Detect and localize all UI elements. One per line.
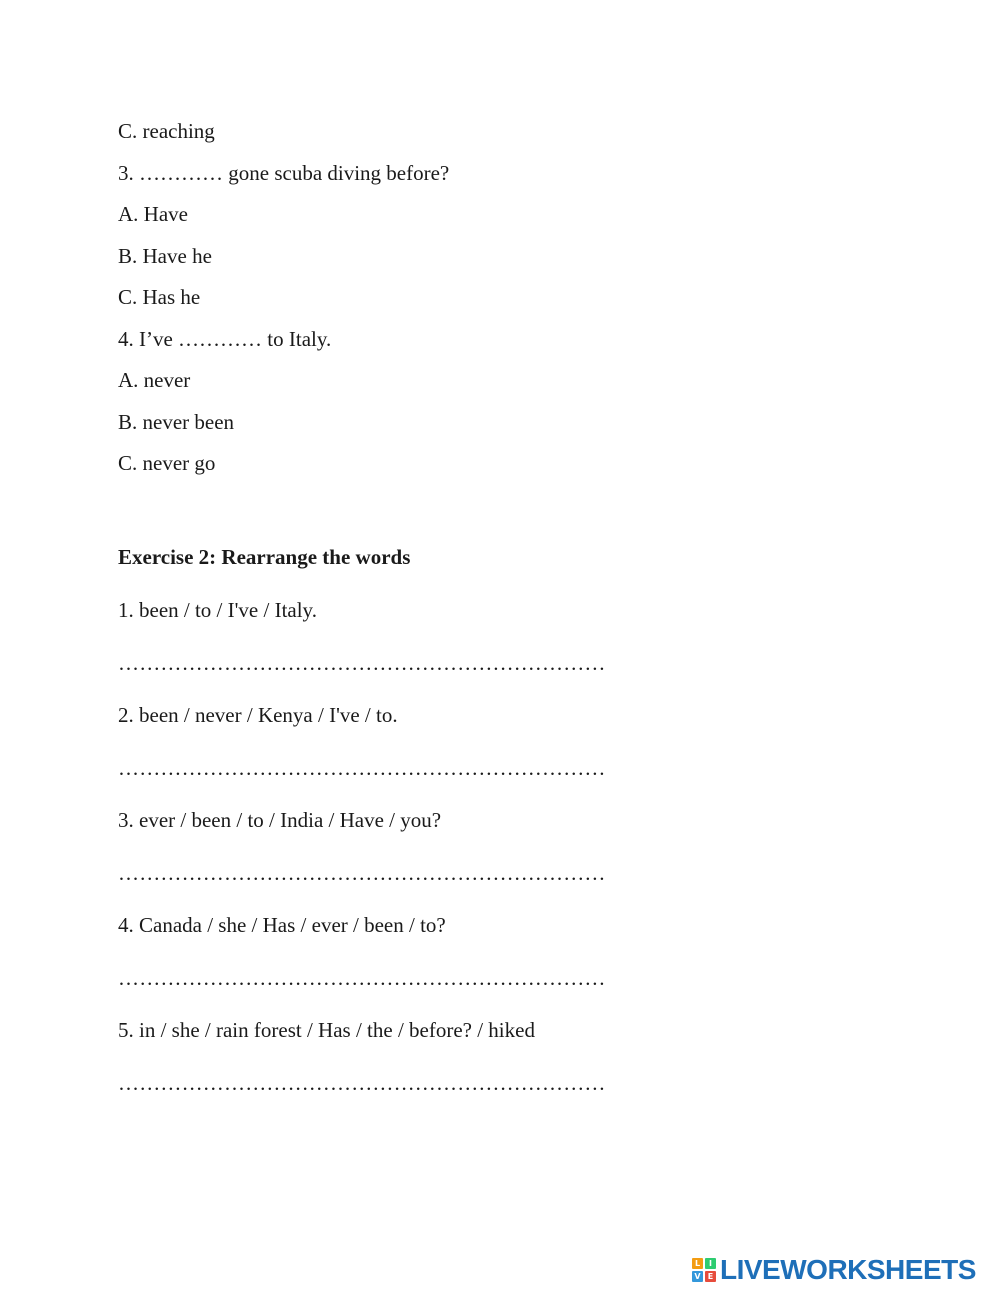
exercise2-item-2: 2. been / never / Kenya / I've / to. xyxy=(118,703,398,727)
liveworksheets-logo xyxy=(692,1256,976,1284)
q4-option-c: C. never go xyxy=(118,451,216,475)
exercise2-heading: Exercise 2: Rearrange the words xyxy=(118,545,411,569)
logo-mark-tile-e: E xyxy=(705,1271,716,1282)
q3-option-c: C. Has he xyxy=(118,285,201,309)
q4-option-a: A. never xyxy=(118,368,191,392)
q3-option-b: B. Have he xyxy=(118,244,212,268)
logo-mark-icon xyxy=(692,1258,716,1282)
exercise2-item-5: 5. in / she / rain forest / Has / the / before? / hiked xyxy=(118,1018,535,1042)
logo-mark-tile-l: L xyxy=(692,1258,703,1269)
q4-option-b: B. never been xyxy=(118,410,235,434)
q2-option-c: C. reaching xyxy=(118,119,215,143)
logo-mark-tile-v: V xyxy=(692,1271,703,1282)
answer-line-4[interactable]: …………………………………………………………… xyxy=(118,966,606,990)
answer-line-5[interactable]: …………………………………………………………… xyxy=(118,1071,606,1095)
answer-line-3[interactable]: …………………………………………………………… xyxy=(118,861,606,885)
q3-question: 3. ………… gone scuba diving before? xyxy=(118,161,450,185)
q4-question: 4. I’ve ………… to Italy. xyxy=(118,327,332,351)
answer-line-2[interactable]: …………………………………………………………… xyxy=(118,756,606,780)
exercise2-item-4: 4. Canada / she / Has / ever / been / to? xyxy=(118,913,446,937)
logo-text: LIVEWORKSHEETS xyxy=(720,1254,976,1285)
q3-option-a: A. Have xyxy=(118,202,188,226)
exercise2-item-3: 3. ever / been / to / India / Have / you? xyxy=(118,808,442,832)
logo-mark-tile-i: I xyxy=(705,1258,716,1269)
answer-line-1[interactable]: …………………………………………………………… xyxy=(118,651,606,675)
exercise2-item-1: 1. been / to / I've / Italy. xyxy=(118,598,317,622)
